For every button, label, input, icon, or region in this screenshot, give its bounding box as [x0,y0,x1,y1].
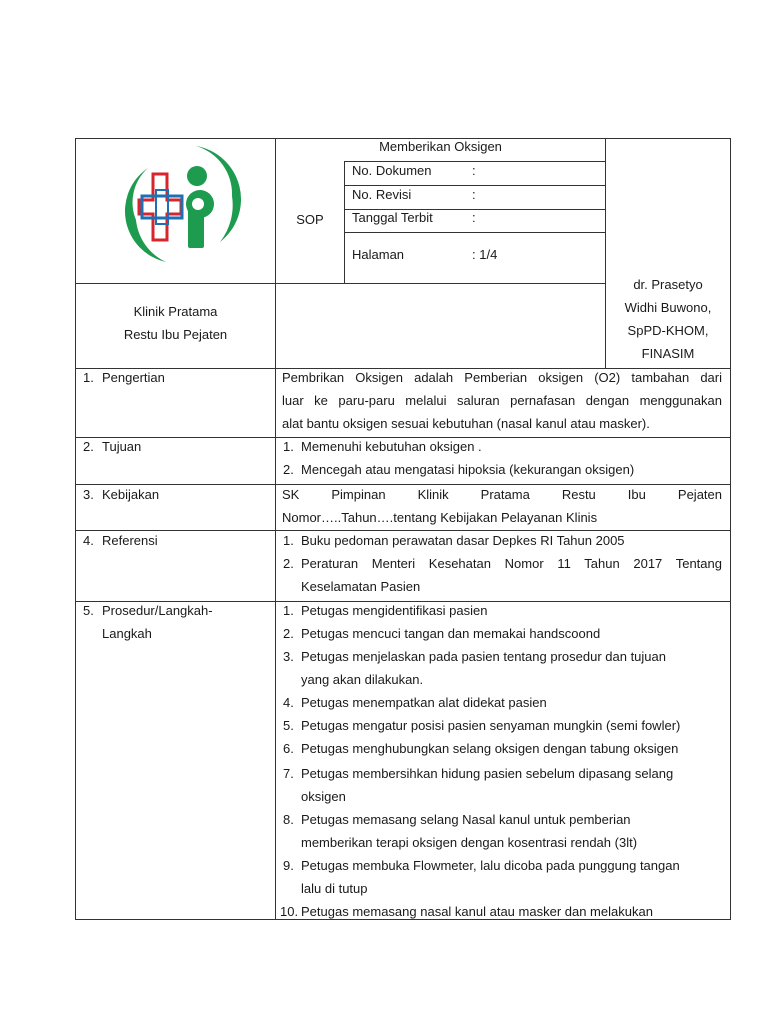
field-no-revisi-sep: : [472,187,476,202]
section-number: 3. [83,487,94,502]
kebijakan-line: Nomor…..Tahun….tentang Kebijakan Pelayanan Klinis [282,510,598,525]
list-item: Peraturan Menteri Kesehatan Nomor 11 Tahun 2017 Tentang [301,556,722,571]
step-text: yang akan dilakukan. [301,672,424,687]
clinic-logo [100,140,246,272]
section-label-tujuan: Tujuan [102,439,142,454]
kebijakan-line: SK Pimpinan Klinik Pratama Restu Ibu Pejaten [282,487,722,502]
list-item: Mencegah atau mengatasi hipoksia (kekurangan oksigen) [301,462,635,477]
step-number: 2. [283,626,294,641]
field-tanggal-terbit-label: Tanggal Terbit [352,210,433,225]
step-text: Petugas membuka Flowmeter, lalu dicoba pada punggung tangan [301,858,680,873]
pengertian-line: Pembrikan Oksigen adalah Pemberian oksigen (O2) tambahan dari [282,370,722,385]
signatory-line2: Widhi Buwono, [624,300,712,315]
step-number: 3. [283,649,294,664]
section-number: 4. [83,533,94,548]
clinic-name-line2: Restu Ibu Pejaten [123,327,228,342]
field-no-dokumen-label: No. Dokumen [352,163,432,178]
step-text: memberikan terapi oksigen dengan kosentrasi rendah (3lt) [301,835,638,850]
step-number: 4. [283,695,294,710]
section-number: 5. [83,603,94,618]
clinic-name-line1: Klinik Pratama [133,304,218,319]
section-number: 2. [83,439,94,454]
field-halaman-value: : 1/4 [472,247,498,262]
step-number: 5. [283,718,294,733]
step-text: Petugas menempatkan alat didekat pasien [301,695,547,710]
step-number: 7. [283,766,294,781]
step-text: Petugas mengidentifikasi pasien [301,603,488,618]
step-text: Petugas mengatur posisi pasien senyaman mungkin (semi fowler) [301,718,681,733]
step-text: Petugas memasang nasal kanul atau masker dan melakukan [301,904,653,919]
step-text: Petugas membersihkan hidung pasien sebelum dipasang selang [301,766,674,781]
signatory-line1: dr. Prasetyo [633,277,703,292]
pengertian-line: alat bantu oksigen sesuai kebutuhan (nasal kanul atau masker). [282,416,650,431]
field-no-revisi-label: No. Revisi [352,187,412,202]
section-label-pengertian: Pengertian [102,370,165,385]
clinic-logo-icon [100,140,246,272]
list-number: 1. [283,439,294,454]
list-item: Buku pedoman perawatan dasar Depkes RI Tahun 2005 [301,533,625,548]
step-number: 6. [283,741,294,756]
list-number: 2. [283,556,294,571]
step-number: 8. [283,812,294,827]
step-number: 1. [283,603,294,618]
list-number: 2. [283,462,294,477]
pengertian-line: luar ke paru-paru melalui saluran pernafasan dengan menggunakan [282,393,722,408]
step-text: Petugas mencuci tangan dan memakai handscoond [301,626,601,641]
step-number: 9. [283,858,294,873]
signatory-line3: SpPD-KHOM, [627,323,709,338]
step-number: 10. [280,904,299,919]
sop-label: SOP [296,212,324,227]
list-number: 1. [283,533,294,548]
section-label-prosedur: Langkah [102,626,152,641]
field-no-dokumen-sep: : [472,163,476,178]
list-item: Keselamatan Pasien [301,579,421,594]
step-text: Petugas memasang selang Nasal kanul untuk pemberian [301,812,631,827]
signatory-line4: FINASIM [641,346,695,361]
step-text: Petugas menghubungkan selang oksigen dengan tabung oksigen [301,741,679,756]
field-tanggal-terbit-sep: : [472,210,476,225]
section-label-referensi: Referensi [102,533,158,548]
section-number: 1. [83,370,94,385]
step-text: Petugas menjelaskan pada pasien tentang prosedur dan tujuan [301,649,666,664]
section-label-prosedur: Prosedur/Langkah- [102,603,213,618]
list-item: Memenuhi kebutuhan oksigen . [301,439,482,454]
step-text: oksigen [301,789,346,804]
document-title: Memberikan Oksigen [379,139,502,154]
section-label-kebijakan: Kebijakan [102,487,160,502]
step-text: lalu di tutup [301,881,368,896]
field-halaman-label: Halaman [352,247,405,262]
